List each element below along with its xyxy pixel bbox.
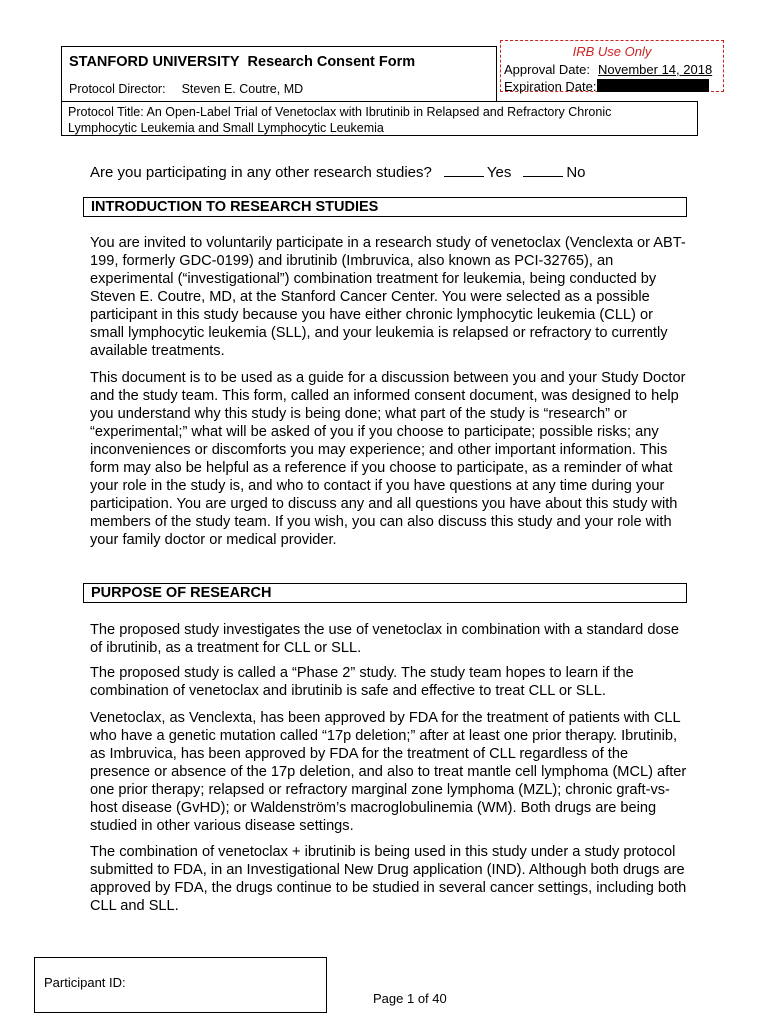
- intro-paragraph-2: This document is to be used as a guide for a discussion between you and your Study Doctor and the study team. This form, called an informed consent document, was designed to help you understand why this study is being done; what part of the study is “research” or “experimental;” what will be asked of you if you choose to participate; possible risks; any inconveniences or discomforts you may experience; and other important information. This form may also be helpful as a reference if you choose to participate, as a reminder of what your role in the study is, and who to contact if you have questions at any time during your participation. You are urged to discuss any and all questions you have about this study with members of the study team. If you wish, you can also discuss this study and your role with your family doctor or medical provider.: [90, 370, 686, 548]
- purpose-paragraph-2: The proposed study is called a “Phase 2” study. The study team hopes to learn if the combination of venetoclax and ibrutinib is safe and effective to treat CLL or SLL.: [90, 665, 634, 699]
- form-title: [69, 54, 415, 70]
- approval-date: [504, 62, 712, 77]
- no-label: No: [566, 164, 586, 181]
- approval-date-value: November 14, 2018: [598, 62, 713, 77]
- protocol-title: Protocol Title: An Open-Label Trial of Venetoclax with Ibrutinib in Relapsed and Refractory Chronic Lymphocytic Leukemia and Small Lymphocytic Leukemia: [68, 105, 612, 135]
- other-studies-question: [90, 164, 586, 181]
- question-text: Are you participating in any other research studies?: [90, 164, 432, 181]
- expiration-date-label: Expiration Date:: [504, 79, 597, 94]
- intro-paragraph-1: You are invited to voluntarily participate in a research study of venetoclax (Venclexta or ABT-199, formerly GDC-0199) and ibrutinib (Imbruvica, also known as PCI-32765), an experimental (“investigational”) combination treatment for leukemia, being conducted by Steven E. Coutre, MD, at the Stanford Cancer Center. You were selected as a possible participant in this study because you have either chronic lymphocytic leukemia (CLL) or small lymphocytic leukemia (SLL), and your leukemia is relapsed or refractory to currently available treatments.: [90, 235, 686, 359]
- protocol-director: [69, 82, 303, 96]
- purpose-paragraph-3: Venetoclax, as Venclexta, has been approved by FDA for the treatment of patients with CLL who have a genetic mutation called “17p deletion;” after at least one prior therapy. Ibrutinib, as Imbruvica, has been approved by FDA for the treatment of CLL regardless of the presence or absence of the 17p deletion, and also to treat mantle cell lymphoma (MCL) after one prior therapy; relapsed or refractory marginal zone lymphoma (MZL); chronic graft-vs-host disease (GvHD); or Waldenström’s macroglobulinemia (WM). Both drugs are being studied in other various disease settings.: [90, 710, 687, 834]
- approval-date-label: Approval Date:: [504, 62, 590, 77]
- participant-id-label: Participant ID:: [44, 975, 126, 990]
- protocol-title-box: [61, 101, 698, 136]
- redaction-bar: [597, 79, 709, 92]
- no-blank[interactable]: [523, 164, 563, 177]
- purpose-paragraph-4: The combination of venetoclax + ibrutinib is being used in this study under a study protocol submitted to FDA, in an Investigational New Drug application (IND). Although both drugs are approved by FDA, the drugs continue to be studied in several cancer settings, including both CLL and SLL.: [90, 844, 687, 914]
- irb-use-only-box: [500, 40, 724, 92]
- expiration-date: [504, 79, 597, 94]
- participant-id-box[interactable]: [34, 957, 327, 1013]
- page-number: Page 1 of 40: [373, 991, 447, 1006]
- yes-label: Yes: [486, 164, 512, 181]
- protocol-director-label: Protocol Director:: [69, 82, 166, 96]
- irb-title: IRB Use Only: [572, 44, 652, 59]
- purpose-heading: PURPOSE OF RESEARCH: [83, 583, 687, 603]
- purpose-paragraph-1: The proposed study investigates the use of venetoclax in combination with a standard dose of ibrutinib, as a treatment for CLL or SLL.: [90, 622, 679, 656]
- form-header-box: [61, 46, 497, 102]
- form-name: Research Consent Form: [247, 54, 416, 70]
- intro-heading: INTRODUCTION TO RESEARCH STUDIES: [83, 197, 687, 217]
- protocol-director-value: Steven E. Coutre, MD: [181, 82, 304, 96]
- yes-blank[interactable]: [444, 164, 484, 177]
- institution-name: STANFORD UNIVERSITY: [69, 54, 240, 70]
